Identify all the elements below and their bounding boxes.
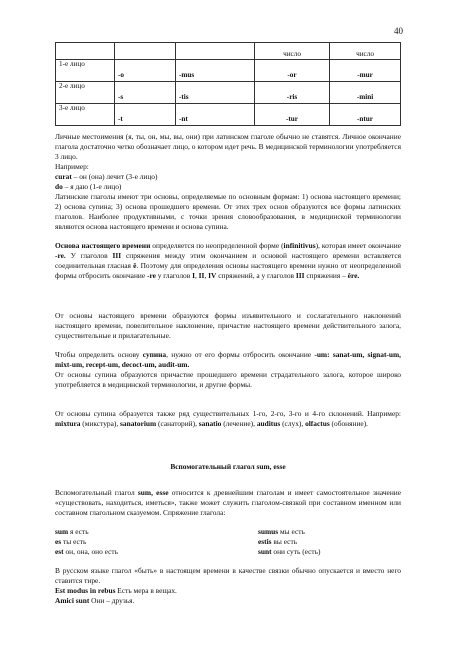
plural-form bbox=[258, 537, 401, 547]
text-run: Чтобы определить основу bbox=[55, 350, 143, 359]
bold-term: -re. bbox=[55, 250, 66, 260]
latin-word: est bbox=[55, 546, 64, 556]
latin-phrase: Amici sunt bbox=[55, 596, 90, 605]
bold-term: -re bbox=[147, 270, 156, 280]
table-cell: число bbox=[330, 43, 401, 60]
ending-cell: -ntur bbox=[330, 104, 401, 126]
conjugation-row bbox=[55, 527, 401, 537]
translation: они суть (есть) bbox=[271, 546, 321, 556]
text-run: определяется по неопределенной форме ( bbox=[150, 241, 284, 250]
bold-term: I bbox=[192, 270, 195, 280]
table-cell bbox=[176, 43, 255, 60]
table-header-row bbox=[56, 43, 401, 60]
text-run: (обоняние). bbox=[329, 418, 369, 428]
text-run: (слух), bbox=[280, 418, 306, 428]
bold-term: sanatio bbox=[198, 418, 222, 428]
ending-cell: -nt bbox=[176, 104, 255, 126]
plural-form bbox=[258, 527, 401, 537]
ending-cell: -ris bbox=[255, 82, 330, 104]
paragraph-supine-forms: От основы супина образуются причастие прошедшего времени страдательного залога, которое широко употребляется в медицинской терминологии, и другие формы. bbox=[55, 370, 401, 389]
paragraph-present-forms: От основы настоящего времени образуются формы изъявительного и сослагательного наклонений настоящего времени, повелительное наклонение, причастие настоящего времени действительного залога, существительные и прилагательные. bbox=[55, 311, 401, 340]
ending-cell: -mur bbox=[330, 60, 401, 82]
table-cell bbox=[56, 43, 115, 60]
table-row bbox=[56, 104, 401, 126]
person-label: 1-е лицо bbox=[56, 60, 115, 82]
conjugation-row bbox=[55, 547, 401, 557]
latin-word: estis bbox=[258, 536, 272, 546]
text-run: . Поэтому для определения основы настоящего времени нужно от неопределенной формы отбросить окончание bbox=[55, 260, 401, 280]
bold-term: infinitivus bbox=[283, 241, 316, 250]
singular-form bbox=[55, 527, 258, 537]
translation: я есть bbox=[68, 527, 89, 536]
singular-form bbox=[55, 547, 258, 557]
translation: Есть мера в вещах. bbox=[115, 586, 177, 595]
translation: ты есть bbox=[61, 536, 87, 546]
ending-cell: -t bbox=[115, 104, 176, 126]
table-row bbox=[56, 60, 401, 82]
example-line bbox=[55, 182, 401, 192]
plural-form bbox=[258, 547, 401, 557]
bold-term: auditus bbox=[256, 418, 281, 428]
text-run: (микстура), bbox=[80, 418, 121, 428]
table-cell bbox=[115, 43, 176, 60]
text-run: , нужно от его формы отбросить окончание bbox=[166, 350, 315, 359]
text-run: спряжений, а у глаголов bbox=[216, 270, 296, 280]
paragraph-supine-stem bbox=[55, 350, 401, 370]
ending-cell: -mini bbox=[330, 82, 401, 104]
endings-table bbox=[55, 42, 401, 126]
translation: – он (она) лечит (3-е лицо) bbox=[71, 172, 158, 181]
bold-term: Основа настоящего времени bbox=[55, 241, 151, 250]
text-run: спряжения – bbox=[304, 270, 348, 280]
section-title: Вспомогательный глагол sum, esse bbox=[170, 462, 286, 471]
singular-form bbox=[55, 537, 258, 547]
conjugation-row bbox=[55, 537, 401, 547]
paragraph-sum-esse bbox=[55, 488, 401, 518]
bold-term: sanatorium bbox=[120, 418, 157, 428]
latin-word: es bbox=[55, 536, 62, 546]
text-run: От основы супина образуется также ряд существительных 1-го, 2-го, 3-го и 4-го склонений. Например: bbox=[55, 409, 401, 418]
paragraph-present-stem bbox=[55, 241, 401, 281]
text-run: , bbox=[204, 270, 209, 280]
bold-term: III bbox=[112, 250, 122, 260]
person-label: 3-е лицо bbox=[56, 104, 115, 126]
bold-term: супина bbox=[142, 350, 167, 359]
latin-word: sum bbox=[55, 527, 69, 536]
ending-cell: -s bbox=[115, 82, 176, 104]
ending-cell: -or bbox=[255, 60, 330, 82]
ending-cell: -o bbox=[115, 60, 176, 82]
paragraph-supine-nouns bbox=[55, 409, 401, 429]
bold-term: olfactus bbox=[305, 418, 330, 428]
table-cell: число bbox=[255, 43, 330, 60]
person-label: 2-е лицо bbox=[56, 82, 115, 104]
latin-word: sumus bbox=[258, 527, 279, 536]
text-run: (санаторий), bbox=[156, 418, 199, 428]
example-line bbox=[55, 596, 401, 606]
translation: – я даю (1-е лицо) bbox=[62, 182, 122, 191]
text-run: ), которая имеет окончание bbox=[315, 241, 401, 250]
translation: мы есть bbox=[278, 527, 305, 536]
text-run: (лечение), bbox=[221, 418, 257, 428]
bold-term: III bbox=[295, 270, 305, 280]
latin-word: sunt bbox=[258, 546, 272, 556]
example-line bbox=[55, 586, 401, 596]
text-run: , bbox=[194, 270, 199, 280]
bold-term: II bbox=[198, 270, 205, 280]
bold-term: mixtura bbox=[55, 418, 81, 428]
ending-cell: -mus bbox=[176, 60, 255, 82]
translation: Они – друзья. bbox=[89, 596, 135, 605]
example-line bbox=[55, 172, 401, 182]
conjugation-list bbox=[55, 527, 401, 557]
latin-phrase: Est modus in rebus bbox=[55, 586, 116, 595]
bold-term: ĕre. bbox=[347, 270, 360, 280]
page-number: 40 bbox=[394, 26, 403, 36]
bold-term: ĕ bbox=[133, 260, 137, 270]
text-run: Вспомогательный глагол bbox=[55, 488, 138, 497]
bold-term: IV bbox=[208, 270, 217, 280]
paragraph-pronouns: Личные местоимения (я, ты, он, мы, вы, они) при латинском глаголе обычно не ставятся. Личное окончание глагола достаточно четко обозначает лицо, о котором идет речь. В медицинской терминологии употребляется 3 лицо. bbox=[55, 132, 401, 161]
table-row bbox=[56, 82, 401, 104]
paragraph-byt: В русском языке глагол «быть» в настоящем времени в качестве связки обычно опускается и вместо него ставится тире. bbox=[55, 566, 401, 585]
text-run: относится к древнейшим глаголам и имеет самостоятельное значение «существовать, находиться, иметься», также может служить глаголом-связкой при составном именном или составном глагольном сказуемом. Спряжение глагола: bbox=[55, 488, 402, 517]
ending-cell: -tis bbox=[176, 82, 255, 104]
latin-word: do bbox=[55, 182, 63, 191]
latin-word: curat bbox=[55, 172, 72, 181]
translation: он, она, оно есть bbox=[63, 546, 118, 556]
text-run: спряжения между этим окончанием и основой настоящего времени вставляется соединительная гласная bbox=[55, 250, 402, 270]
text-run: у глаголов bbox=[155, 270, 193, 280]
text-run: У глаголов bbox=[65, 250, 113, 260]
bold-term: sum, esse bbox=[137, 488, 169, 497]
translation: вы есть bbox=[271, 536, 298, 546]
paragraph-example-intro: Например: bbox=[55, 162, 89, 171]
bold-term: -um: sanat-um, signat-um, mixt-um, recept-um, decoct-um, audit-um. bbox=[55, 350, 401, 369]
paragraph-three-stems: Латинские глаголы имеют три основы, определяемые по основным формам: 1) основа настоящего времени; 2) основа супина; 3) основа прошедшего времени. От этих трех основ образуются все формы латинских глаголов. Наиболее продуктивными, с точки зрения словообразования, в медицинской терминологии являются основа настоящего времени и основа супина. bbox=[55, 192, 401, 231]
ending-cell: -tur bbox=[255, 104, 330, 126]
